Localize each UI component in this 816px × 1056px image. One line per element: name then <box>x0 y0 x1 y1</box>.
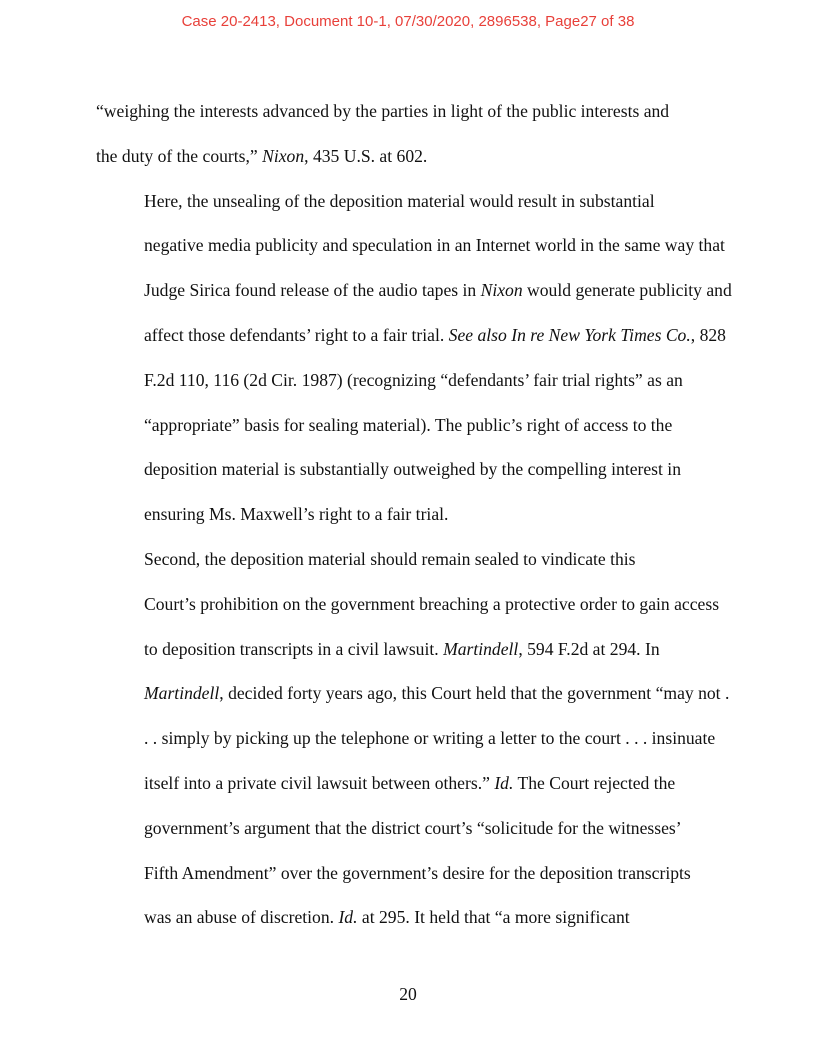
text-line: Court’s prohibition on the government breaching a protective order to gain access <box>144 593 720 614</box>
text-line: . . simply by picking up the telephone or writing a letter to the court . . . insinuate <box>144 728 716 749</box>
italic-citation: Id. <box>494 772 514 793</box>
case-header-stamp: Case 20-2413, Document 10-1, 07/30/2020, 2896538, Page27 of 38 <box>181 13 635 30</box>
text-line: Judge Sirica found release of the audio tapes in Nixon would generate publicity and <box>144 280 732 301</box>
text-line: to deposition transcripts in a civil lawsuit. Martindell, 594 F.2d at 294. In <box>144 638 660 659</box>
text-line: deposition material is substantially outweighed by the compelling interest in <box>144 459 681 480</box>
text-line: F.2d 110, 116 (2d Cir. 1987) (recognizing “defendants’ fair trial rights” as an <box>144 369 683 390</box>
text-line: Here, the unsealing of the deposition material would result in substantial <box>144 190 655 211</box>
page-number: 20 <box>399 984 417 1004</box>
paragraph-unsealing <box>96 179 732 537</box>
text-line: negative media publicity and speculation in an Internet world in the same way that <box>144 235 725 256</box>
text-line: Second, the deposition material should remain sealed to vindicate this <box>144 548 636 569</box>
text-line: the duty of the courts,” Nixon, 435 U.S. at 602. <box>96 145 428 166</box>
paragraph-continued <box>96 89 720 179</box>
text-line: “appropriate” basis for sealing material). The public’s right of access to the <box>144 414 673 435</box>
text-line: “weighing the interests advanced by the parties in light of the public interests and <box>96 101 670 121</box>
text-line: Martindell, decided forty years ago, this Court held that the government “may not . <box>144 683 730 704</box>
text-line: Fifth Amendment” over the government’s desire for the deposition transcripts <box>144 862 691 883</box>
italic-citation: Martindell <box>144 683 220 704</box>
italic-citation: See also In re New York Times Co. <box>448 324 691 345</box>
paragraph-second-argument <box>96 537 730 940</box>
italic-citation: Martindell <box>443 638 519 659</box>
document-body <box>96 89 732 940</box>
italic-citation: Id. <box>338 907 358 928</box>
text-line: itself into a private civil lawsuit between others.” Id. The Court rejected the <box>144 772 676 793</box>
text-line: ensuring Ms. Maxwell’s right to a fair trial. <box>144 504 449 525</box>
italic-citation: Nixon <box>262 145 305 166</box>
italic-citation: Nixon <box>480 280 523 301</box>
text-line: was an abuse of discretion. Id. at 295. It held that “a more significant <box>144 907 630 928</box>
text-line: government’s argument that the district court’s “solicitude for the witnesses’ <box>144 817 682 838</box>
text-line: affect those defendants’ right to a fair trial. See also In re New York Times Co., 828 <box>144 324 726 345</box>
